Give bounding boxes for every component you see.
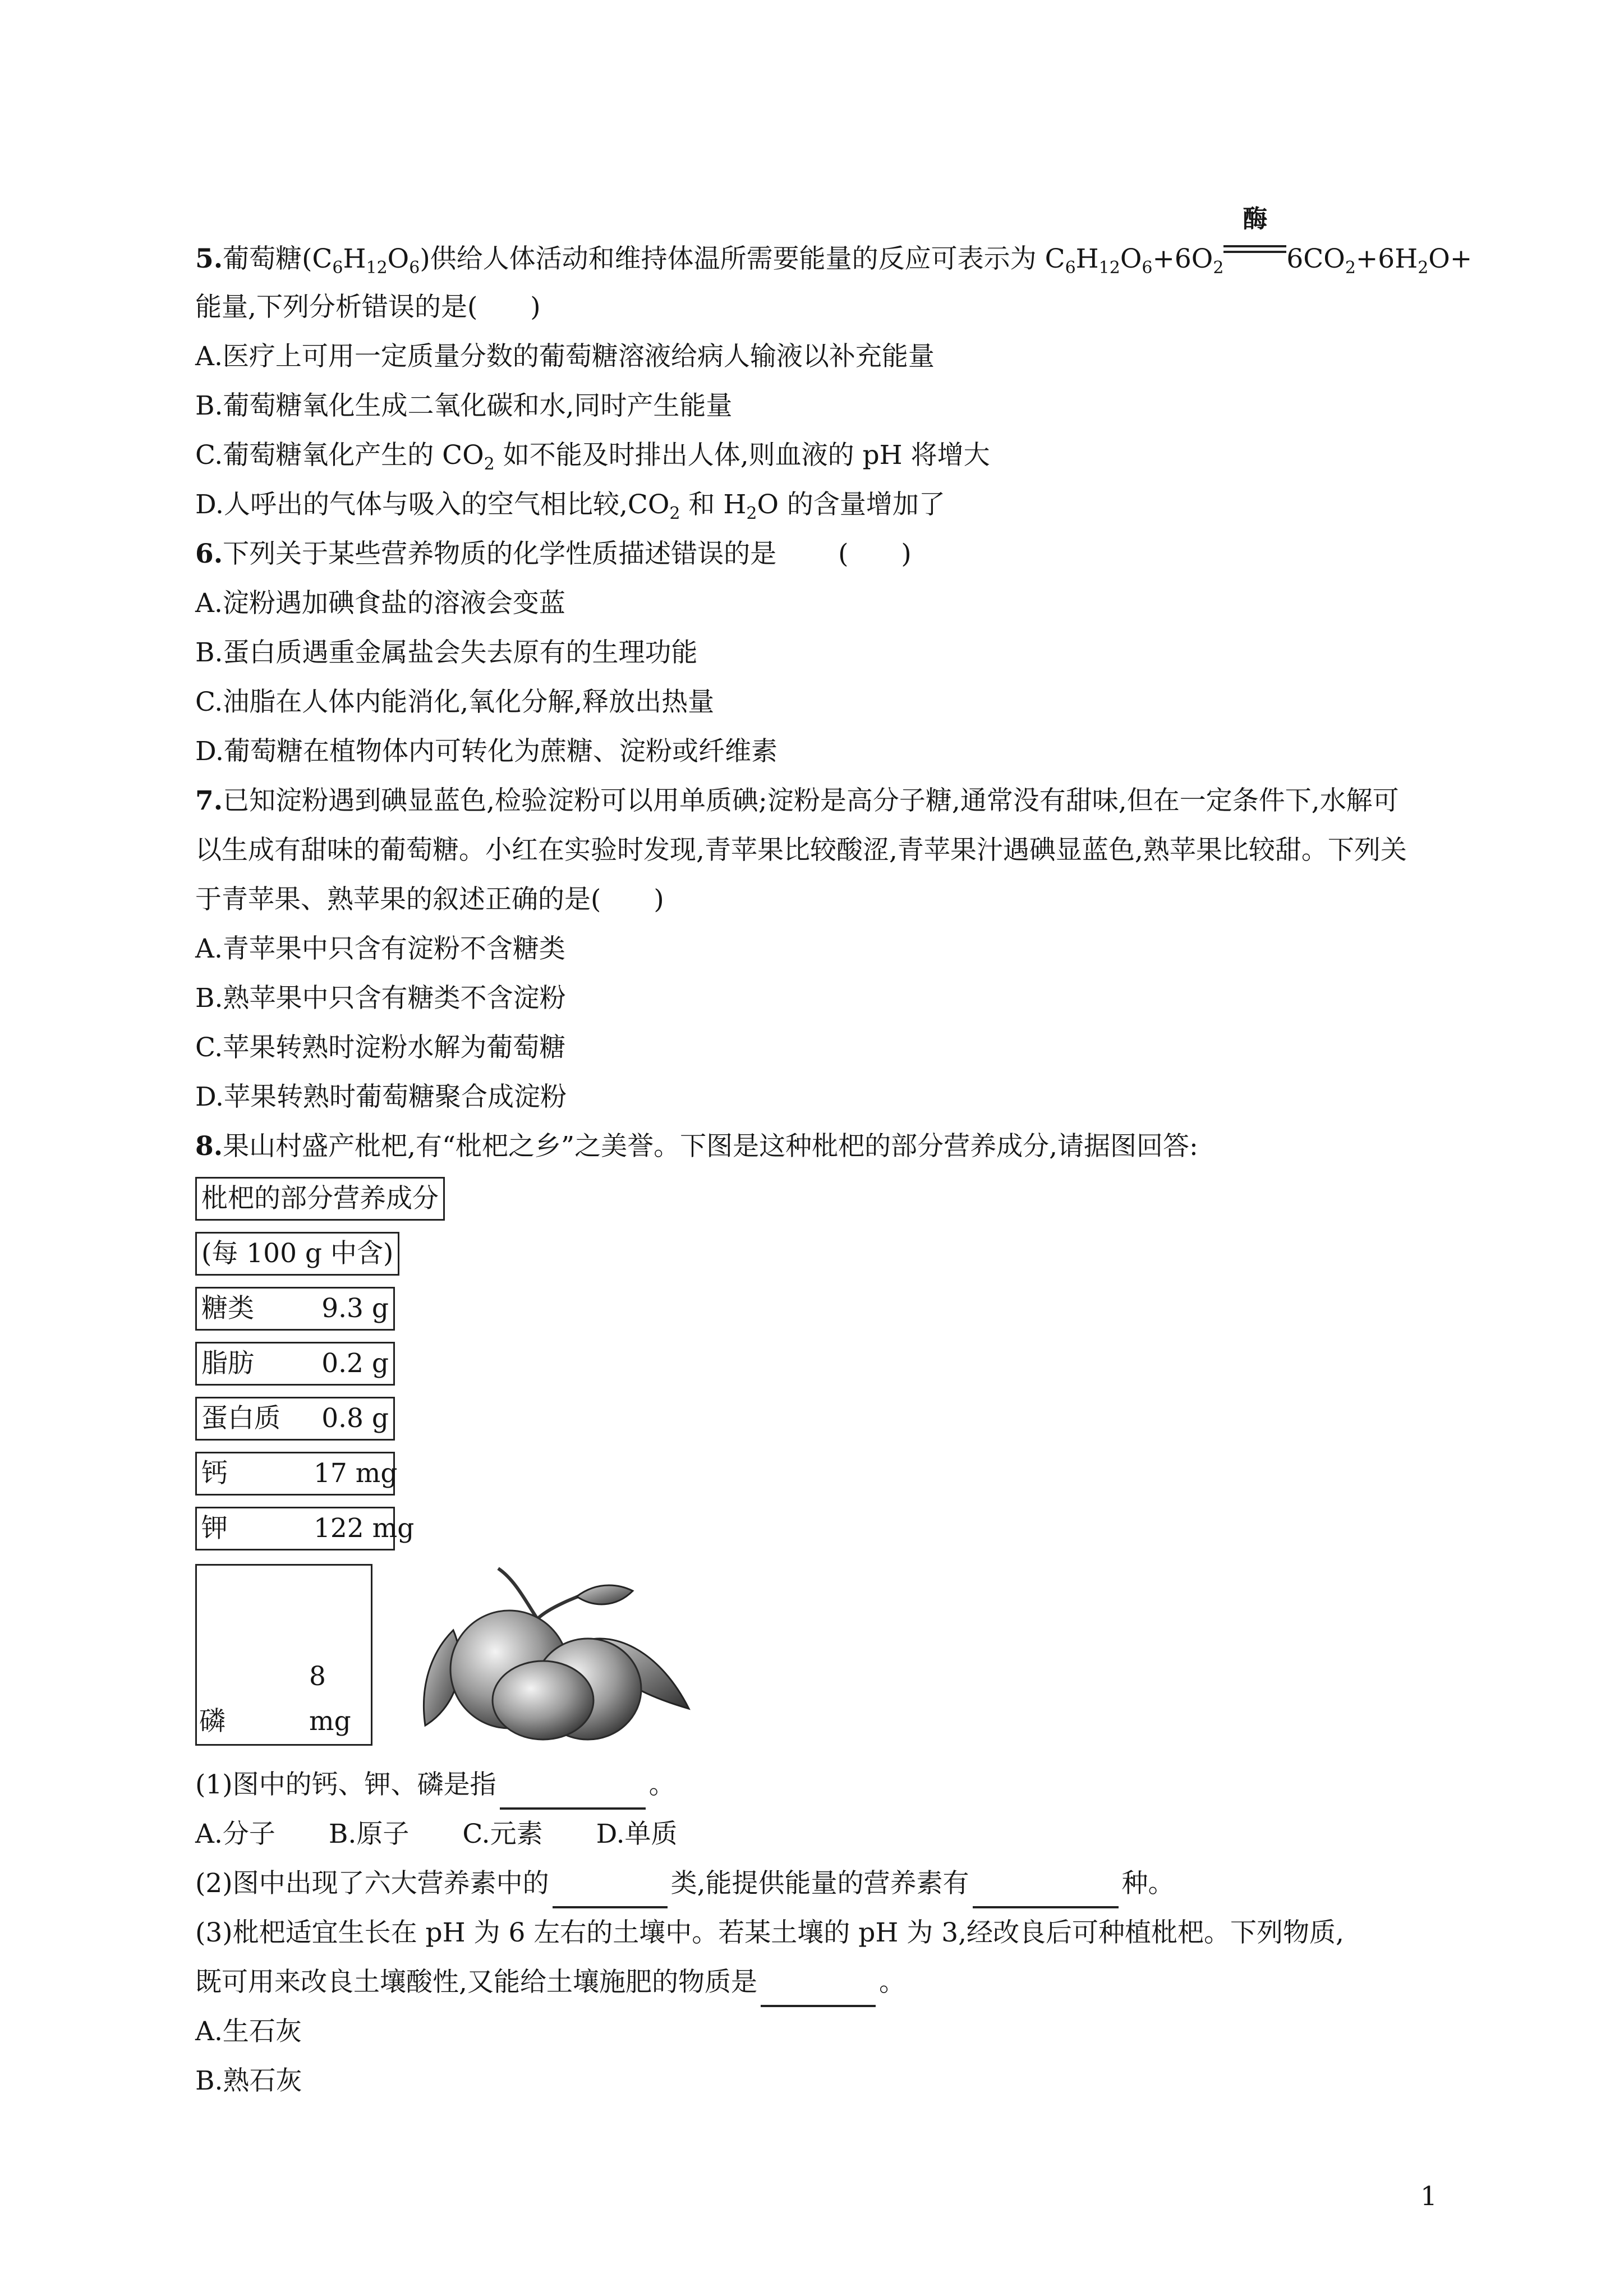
nutrition-row bbox=[195, 1397, 395, 1441]
loquat-fruit-image bbox=[408, 1557, 700, 1742]
eq-sub: 2 bbox=[1418, 258, 1429, 278]
eq-plus-o2: +6O bbox=[1152, 243, 1213, 274]
q8-option-a: A.分子 bbox=[195, 1819, 275, 1849]
q8-part1-end: 。 bbox=[648, 1769, 675, 1800]
reaction-arrow bbox=[1223, 205, 1286, 271]
q8-part2 bbox=[195, 1859, 1418, 1908]
reaction-condition: 酶 bbox=[1243, 205, 1268, 233]
eq-sub: 6 bbox=[1065, 258, 1076, 278]
q8-part2-end: 种。 bbox=[1121, 1868, 1175, 1899]
eq-sub: 6 bbox=[1142, 258, 1153, 278]
q5-stem bbox=[195, 205, 1473, 284]
q6-text: 下列关于某些营养物质的化学性质描述错误的是 bbox=[223, 539, 777, 569]
q8-part1-text: (1)图中的钙、钾、磷是指 bbox=[195, 1769, 496, 1800]
q5-text: 葡萄糖( bbox=[223, 243, 312, 274]
eq-sub: 2 bbox=[1345, 258, 1356, 278]
q8-option-a-lime: A.生石灰 bbox=[195, 2016, 302, 2047]
eq-sub: 12 bbox=[1098, 258, 1120, 278]
q6-number: 6. bbox=[195, 539, 223, 569]
q5-c-text2: 如不能及时排出人体,则血液的 pH 将增大 bbox=[494, 440, 990, 471]
glucose-o: O bbox=[387, 243, 410, 274]
q5-d-text2: 和 H bbox=[680, 489, 747, 520]
nutrient-name: 钙 bbox=[201, 1458, 228, 1489]
sub-2: 2 bbox=[669, 504, 680, 523]
glucose-c: C bbox=[312, 243, 333, 274]
sub-2: 2 bbox=[746, 504, 757, 523]
nutrient-value: 0.8 g bbox=[321, 1403, 389, 1434]
q8-part3-line2 bbox=[195, 1958, 1418, 2007]
q7-option-a: A.青苹果中只含有淀粉不含糖类 bbox=[195, 933, 565, 964]
nutrient-value: 9.3 g bbox=[321, 1293, 389, 1324]
nutrition-row bbox=[195, 1287, 395, 1331]
nutrition-row bbox=[195, 1507, 415, 1550]
q5-option-d bbox=[195, 480, 1418, 530]
glucose-h: H bbox=[343, 243, 366, 274]
q8-option-d: D.单质 bbox=[596, 1819, 678, 1849]
page-content bbox=[195, 205, 1473, 2106]
q8-part1 bbox=[195, 1760, 1418, 1810]
q8-option-b: B.原子 bbox=[328, 1819, 410, 1849]
q7-option-d: D.苹果转熟时葡萄糖聚合成淀粉 bbox=[195, 1082, 567, 1112]
q5-d-text3: O 的含量增加了 bbox=[757, 489, 945, 520]
q5-option-b: B.葡萄糖氧化生成二氧化碳和水,同时产生能量 bbox=[195, 390, 733, 421]
answer-blank[interactable] bbox=[761, 1973, 876, 2007]
phosphorus-value: 8 mg bbox=[309, 1661, 351, 1737]
q7-option-b: B.熟苹果中只含有糖类不含淀粉 bbox=[195, 983, 566, 1014]
q8-option-b-slaked-lime: B.熟石灰 bbox=[195, 2065, 302, 2096]
q8-option-c: C.元素 bbox=[462, 1819, 543, 1849]
answer-blank[interactable] bbox=[500, 1776, 646, 1810]
phosphorus-label: 磷 bbox=[199, 1706, 226, 1737]
q5-option-a: A.医疗上可用一定质量分数的葡萄糖溶液给病人输液以补充能量 bbox=[195, 341, 935, 372]
page-number: 1 bbox=[1420, 2181, 1437, 2212]
q5-number: 5. bbox=[195, 243, 223, 274]
q8-part2-text2: 类,能提供能量的营养素有 bbox=[670, 1868, 969, 1899]
phosphorus-box bbox=[195, 1564, 372, 1746]
q8-part3: (3)枇杷适宜生长在 pH 为 6 左右的土壤中。若某土壤的 pH 为 3,经改良后可种植枇杷。下列物质, bbox=[195, 1917, 1344, 1948]
eq-h2o: +6H bbox=[1355, 243, 1418, 274]
nutrient-name: 糖类 bbox=[201, 1293, 254, 1324]
q5-d-text: D.人呼出的气体与吸入的空气相比较,CO bbox=[195, 489, 670, 520]
q5-option-c bbox=[195, 431, 1418, 480]
answer-blank[interactable] bbox=[973, 1875, 1119, 1908]
q8-text: 果山村盛产枇杷,有“枇杷之乡”之美誉。下图是这种枇杷的部分营养成分,请据图回答: bbox=[223, 1131, 1198, 1162]
q8-number: 8. bbox=[195, 1131, 223, 1162]
sub-6: 6 bbox=[332, 258, 343, 278]
figure-area bbox=[195, 1564, 1418, 1755]
q6-stem bbox=[195, 530, 1418, 579]
nutrition-row bbox=[195, 1342, 395, 1386]
eq-sub: 2 bbox=[1213, 258, 1224, 278]
nutrient-value: 17 mg bbox=[314, 1458, 398, 1489]
sub-6b: 6 bbox=[409, 258, 420, 278]
eq-c: C bbox=[1045, 243, 1065, 274]
sub-2: 2 bbox=[484, 454, 495, 474]
q6-option-b: B.蛋白质遇重金属盐会失去原有的生理功能 bbox=[195, 637, 698, 668]
nutrition-table-title: 枇杷的部分营养成分 bbox=[195, 1177, 445, 1221]
q7-option-c: C.苹果转熟时淀粉水解为葡萄糖 bbox=[195, 1032, 566, 1063]
q6-option-a: A.淀粉遇加碘食盐的溶液会变蓝 bbox=[195, 588, 565, 619]
answer-blank[interactable] bbox=[553, 1875, 668, 1908]
q7-text: 已知淀粉遇到碘显蓝色,检验淀粉可以用单质碘;淀粉是高分子糖,通常没有甜味,但在一定条件下,水解可以生成有甜味的葡萄糖。小红在实验时发现,青苹果比较酸涩,青苹果汁遇碘显蓝色,熟苹果比较甜。下列关于青苹果、熟苹果的叙述正确的是( ) bbox=[195, 785, 1407, 915]
q7-number: 7. bbox=[195, 785, 223, 816]
eq-o: O bbox=[1120, 243, 1142, 274]
q6-answer-paren: ( ) bbox=[838, 539, 912, 569]
q8-part2-text: (2)图中出现了六大营养素中的 bbox=[195, 1868, 549, 1899]
q5-stem-line2: 能量,下列分析错误的是( ) bbox=[195, 292, 541, 323]
nutrition-row bbox=[195, 1452, 398, 1496]
nutrient-value: 0.2 g bbox=[321, 1348, 389, 1379]
q8-part1-options bbox=[195, 1810, 1418, 1859]
nutrient-name: 钾 bbox=[201, 1513, 228, 1544]
sub-12: 12 bbox=[366, 258, 388, 278]
eq-h: H bbox=[1075, 243, 1099, 274]
q8-part3-end: 。 bbox=[878, 1967, 905, 1998]
nutrient-value: 122 mg bbox=[314, 1513, 415, 1544]
eq-co2: 6CO bbox=[1286, 243, 1345, 274]
q5-text2: )供给人体活动和维持体温所需要能量的反应可表示为 bbox=[420, 243, 1045, 274]
nutrient-name: 脂肪 bbox=[201, 1348, 254, 1379]
q8-stem bbox=[195, 1122, 1418, 1171]
nutrition-table-subtitle: (每 100 g 中含) bbox=[195, 1232, 399, 1276]
q6-option-d: D.葡萄糖在植物体内可转化为蔗糖、淀粉或纤维素 bbox=[195, 736, 778, 767]
nutrition-table bbox=[195, 1171, 1418, 1556]
q7-stem bbox=[195, 776, 1418, 924]
eq-tail: O+ bbox=[1428, 243, 1473, 274]
q6-option-c: C.油脂在人体内能消化,氧化分解,释放出热量 bbox=[195, 687, 715, 717]
q8-part3-text: 既可用来改良土壤酸性,又能给土壤施肥的物质是 bbox=[195, 1967, 757, 1998]
q5-c-text: C.葡萄糖氧化产生的 CO bbox=[195, 440, 484, 471]
nutrient-name: 蛋白质 bbox=[201, 1403, 280, 1434]
